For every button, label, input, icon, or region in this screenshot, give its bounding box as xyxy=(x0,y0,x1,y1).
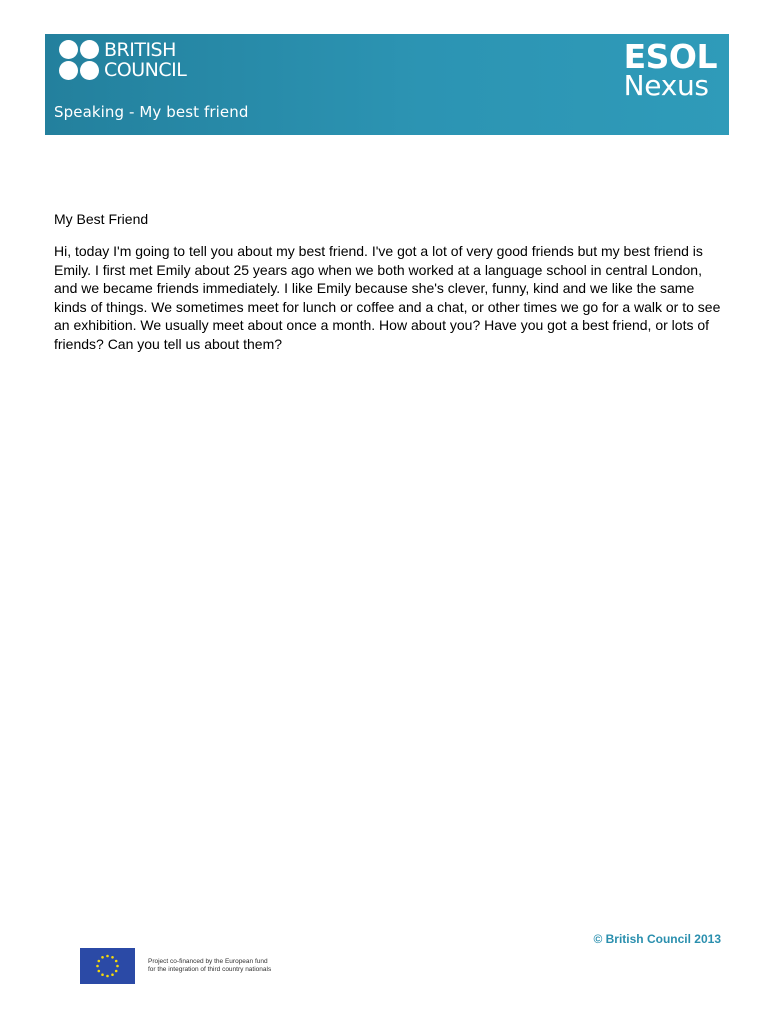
british-council-dots-icon xyxy=(59,40,99,80)
copyright-notice: © British Council 2013 xyxy=(593,932,721,946)
header-subtitle: Speaking - My best friend xyxy=(54,103,249,121)
eu-flag-icon xyxy=(80,948,135,984)
esol-wordmark: ESOL xyxy=(623,37,717,76)
british-council-wordmark xyxy=(104,40,186,80)
esol-nexus-logo xyxy=(623,37,717,102)
brand-line-1: BRITISH xyxy=(104,39,176,61)
eu-funding-caption: Project co-financed by the European fund for the integration of third country nationals xyxy=(148,958,272,973)
brand-line-2: COUNCIL xyxy=(104,59,187,81)
british-council-logo xyxy=(59,40,186,80)
nexus-wordmark: Nexus xyxy=(623,69,709,102)
document-body: Hi, today I'm going to tell you about my best friend. I've got a lot of very good friends but my best friend is Emily. I first met Emily about 25 years ago when we both worked at a language school in central London, and we became friends immediately. I like Emily because she's clever, funny, kind and we like the same kinds of things. We sometimes meet for lunch or coffee and a chat, or other times we go for a walk or to see an exhibition. We usually meet about once a month. How about you? Have you got a best friend, or lots of friends? Can you tell us about them? xyxy=(54,243,721,352)
page-header xyxy=(45,34,729,135)
document-title: My Best Friend xyxy=(54,211,149,227)
